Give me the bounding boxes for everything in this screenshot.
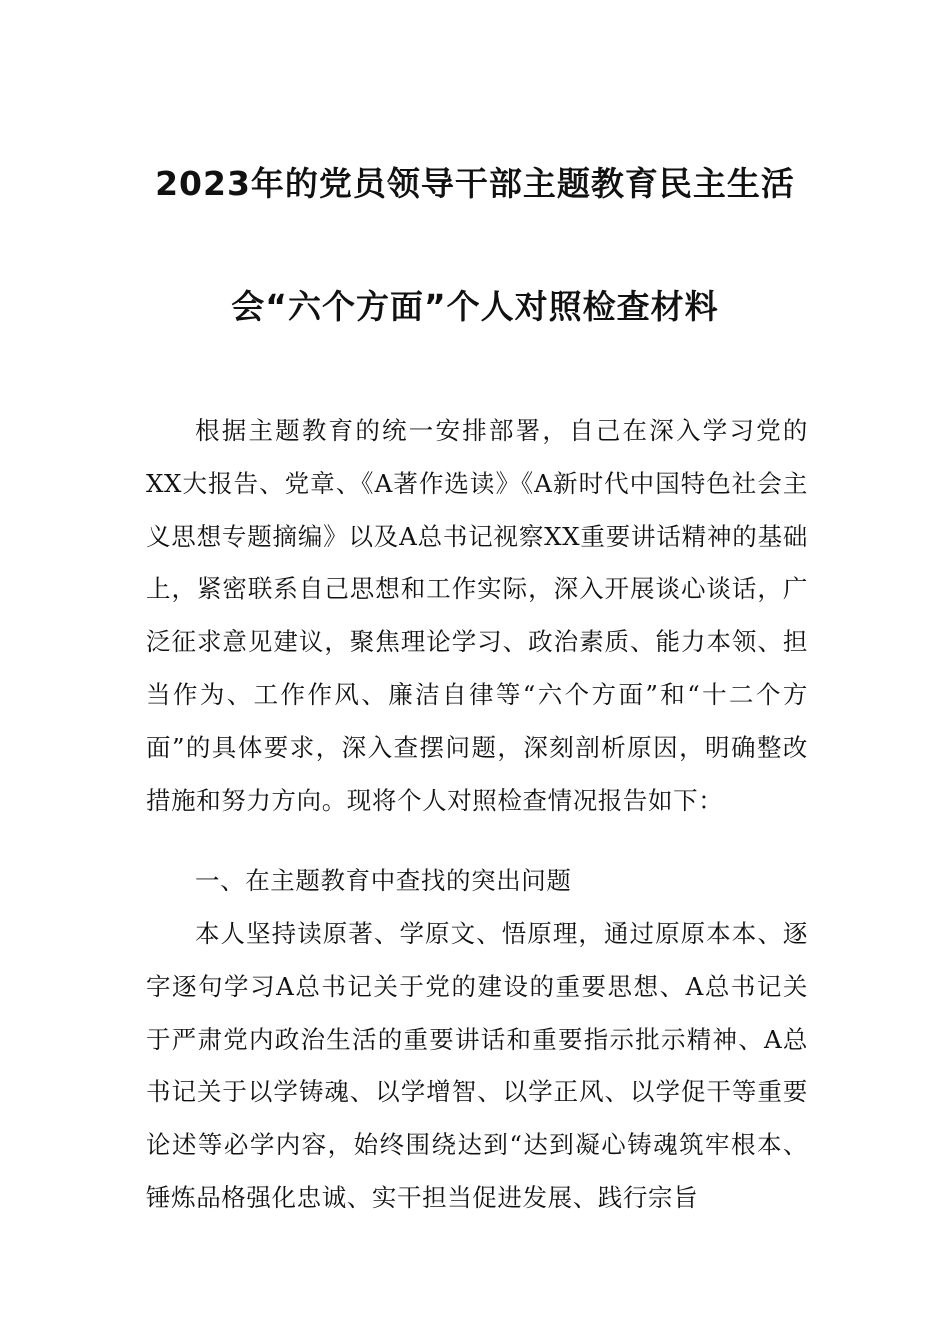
document-title-line-2: 会“六个方面”个人对照检查材料 — [231, 287, 719, 326]
body-paragraph-2: 本人坚持读原著、学原文、悟原理，通过原原本本、逐字逐句学习A总书记关于党的建设的重要思想、A总书记关于严肃党内政治生活的重要讲话和重要指示批示精神、A总书记关于以学铸魂、以学增智、以学正风、以学促干等重要论述等必学内容，始终围绕达到“达到凝心铸魂筑牢根本、锤炼品格强化忠诚、实干担当促进发展、践行宗旨 — [146, 919, 808, 1212]
body-paragraph-2-block — [146, 908, 808, 1225]
body-paragraph-1: 根据主题教育的统一安排部署，自己在深入学习党的XX大报告、党章、《A著作选读》《A新时代中国特色社会主义思想专题摘编》以及A总书记视察XX重要讲话精神的基础上，紧密联系自己思想和工作实际，深入开展谈心谈话，广泛征求意见建议，聚焦理论学习、政治素质、能力本领、担当作为、工作作风、廉洁自律等“六个方面”和“十二个方面”的具体要求，深入查摆问题，深刻剖析原因，明确整改措施和努力方向。现将个人对照检查情况报告如下： — [146, 416, 808, 815]
section-heading-1: 一、在主题教育中查找的突出问题 — [195, 866, 572, 895]
document-title-line-1: 2023年的党员领导干部主题教育民主生活 — [155, 164, 795, 203]
body-paragraph-1-block — [146, 405, 808, 827]
section-heading-block — [146, 855, 808, 908]
